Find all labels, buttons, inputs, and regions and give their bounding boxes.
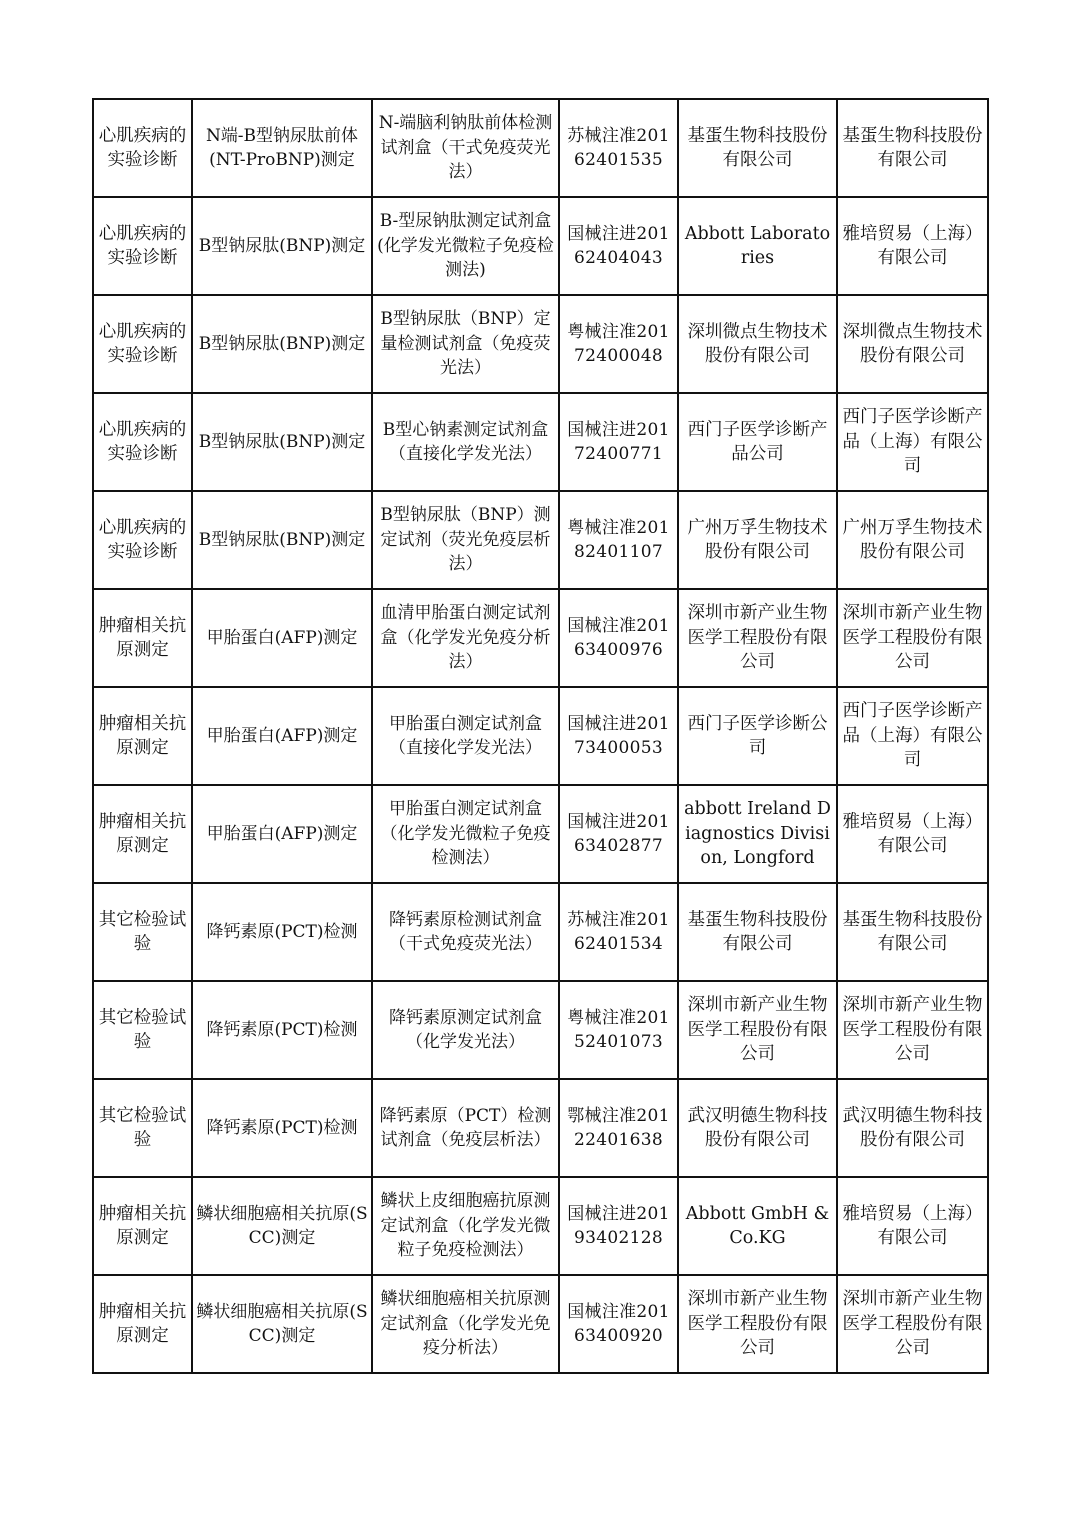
cell-agent: 西门子医学诊断产品（上海）有限公司: [837, 393, 988, 491]
cell-category: 心肌疾病的实验诊断: [93, 197, 192, 295]
cell-agent: 雅培贸易（上海）有限公司: [837, 197, 988, 295]
cell-agent: 广州万孚生物技术股份有限公司: [837, 491, 988, 589]
table-row: [93, 785, 988, 883]
cell-test-item: B型钠尿肽(BNP)测定: [192, 197, 372, 295]
cell-test-item: 甲胎蛋白(AFP)测定: [192, 589, 372, 687]
cell-manufacturer: 西门子医学诊断产品公司: [678, 393, 837, 491]
cell-registration-number: 国械注进20163402877: [559, 785, 678, 883]
cell-test-item: 降钙素原(PCT)检测: [192, 981, 372, 1079]
cell-test-item: 鳞状细胞癌相关抗原(SCC)测定: [192, 1177, 372, 1275]
cell-manufacturer: Abbott Laboratories: [678, 197, 837, 295]
table-row: [93, 589, 988, 687]
cell-category: 心肌疾病的实验诊断: [93, 491, 192, 589]
cell-product-name: 甲胎蛋白测定试剂盒（化学发光微粒子免疫检测法）: [372, 785, 559, 883]
cell-agent: 武汉明德生物科技股份有限公司: [837, 1079, 988, 1177]
table-row: [93, 1177, 988, 1275]
cell-registration-number: 国械注进20173400053: [559, 687, 678, 785]
cell-product-name: B型钠尿肽（BNP）测定试剂（荧光免疫层析法）: [372, 491, 559, 589]
cell-product-name: 鳞状上皮细胞癌抗原测定试剂盒（化学发光微粒子免疫检测法）: [372, 1177, 559, 1275]
cell-product-name: 甲胎蛋白测定试剂盒（直接化学发光法）: [372, 687, 559, 785]
cell-agent: 基蛋生物科技股份有限公司: [837, 99, 988, 197]
cell-agent: 雅培贸易（上海）有限公司: [837, 1177, 988, 1275]
cell-registration-number: 国械注准20163400920: [559, 1275, 678, 1373]
table-row: [93, 491, 988, 589]
cell-agent: 深圳微点生物技术股份有限公司: [837, 295, 988, 393]
cell-registration-number: 国械注进20162404043: [559, 197, 678, 295]
cell-agent: 西门子医学诊断产品（上海）有限公司: [837, 687, 988, 785]
cell-manufacturer: 深圳市新产业生物医学工程股份有限公司: [678, 981, 837, 1079]
table-row: [93, 1079, 988, 1177]
cell-agent: 雅培贸易（上海）有限公司: [837, 785, 988, 883]
cell-category: 肿瘤相关抗原测定: [93, 1275, 192, 1373]
cell-test-item: 降钙素原(PCT)检测: [192, 1079, 372, 1177]
table-row: [93, 1275, 988, 1373]
table-row: [93, 883, 988, 981]
cell-manufacturer: 深圳市新产业生物医学工程股份有限公司: [678, 1275, 837, 1373]
cell-product-name: B-型尿钠肽测定试剂盒(化学发光微粒子免疫检测法): [372, 197, 559, 295]
cell-registration-number: 粤械注准20152401073: [559, 981, 678, 1079]
cell-category: 心肌疾病的实验诊断: [93, 393, 192, 491]
cell-agent: 基蛋生物科技股份有限公司: [837, 883, 988, 981]
cell-product-name: B型心钠素测定试剂盒（直接化学发光法）: [372, 393, 559, 491]
cell-test-item: 鳞状细胞癌相关抗原(SCC)测定: [192, 1275, 372, 1373]
cell-category: 肿瘤相关抗原测定: [93, 1177, 192, 1275]
cell-manufacturer: 西门子医学诊断公司: [678, 687, 837, 785]
cell-manufacturer: 深圳市新产业生物医学工程股份有限公司: [678, 589, 837, 687]
cell-category: 心肌疾病的实验诊断: [93, 99, 192, 197]
reagent-registration-table: [92, 98, 989, 1374]
cell-registration-number: 粤械注准20172400048: [559, 295, 678, 393]
cell-product-name: 降钙素原测定试剂盒（化学发光法）: [372, 981, 559, 1079]
cell-manufacturer: 武汉明德生物科技股份有限公司: [678, 1079, 837, 1177]
cell-test-item: 降钙素原(PCT)检测: [192, 883, 372, 981]
cell-product-name: B型钠尿肽（BNP）定量检测试剂盒（免疫荧光法）: [372, 295, 559, 393]
cell-manufacturer: Abbott GmbH & Co.KG: [678, 1177, 837, 1275]
cell-product-name: 降钙素原（PCT）检测试剂盒（免疫层析法）: [372, 1079, 559, 1177]
cell-test-item: B型钠尿肽(BNP)测定: [192, 295, 372, 393]
cell-test-item: B型钠尿肽(BNP)测定: [192, 491, 372, 589]
cell-category: 肿瘤相关抗原测定: [93, 785, 192, 883]
cell-registration-number: 粤械注准20182401107: [559, 491, 678, 589]
cell-product-name: 降钙素原检测试剂盒（干式免疫荧光法）: [372, 883, 559, 981]
cell-product-name: 鳞状细胞癌相关抗原测定试剂盒（化学发光免疫分析法）: [372, 1275, 559, 1373]
table-row: [93, 687, 988, 785]
cell-product-name: 血清甲胎蛋白测定试剂盒（化学发光免疫分析法）: [372, 589, 559, 687]
cell-manufacturer: 深圳微点生物技术股份有限公司: [678, 295, 837, 393]
cell-registration-number: 国械注进20172400771: [559, 393, 678, 491]
cell-test-item: B型钠尿肽(BNP)测定: [192, 393, 372, 491]
cell-registration-number: 鄂械注准20122401638: [559, 1079, 678, 1177]
cell-registration-number: 苏械注准20162401534: [559, 883, 678, 981]
cell-category: 心肌疾病的实验诊断: [93, 295, 192, 393]
cell-agent: 深圳市新产业生物医学工程股份有限公司: [837, 981, 988, 1079]
table-row: [93, 99, 988, 197]
cell-test-item: 甲胎蛋白(AFP)测定: [192, 785, 372, 883]
cell-agent: 深圳市新产业生物医学工程股份有限公司: [837, 589, 988, 687]
table-row: [93, 393, 988, 491]
cell-category: 其它检验试验: [93, 883, 192, 981]
cell-manufacturer: 广州万孚生物技术股份有限公司: [678, 491, 837, 589]
cell-agent: 深圳市新产业生物医学工程股份有限公司: [837, 1275, 988, 1373]
cell-category: 其它检验试验: [93, 1079, 192, 1177]
table-row: [93, 197, 988, 295]
table-row: [93, 295, 988, 393]
cell-registration-number: 国械注进20193402128: [559, 1177, 678, 1275]
cell-registration-number: 国械注准20163400976: [559, 589, 678, 687]
cell-test-item: N端-B型钠尿肽前体(NT-ProBNP)测定: [192, 99, 372, 197]
table-body: [93, 99, 988, 1373]
cell-product-name: N-端脑利钠肽前体检测试剂盒（干式免疫荧光法）: [372, 99, 559, 197]
cell-category: 肿瘤相关抗原测定: [93, 589, 192, 687]
cell-manufacturer: abbott Ireland Diagnostics Division, Longford: [678, 785, 837, 883]
cell-test-item: 甲胎蛋白(AFP)测定: [192, 687, 372, 785]
cell-registration-number: 苏械注准20162401535: [559, 99, 678, 197]
table-row: [93, 981, 988, 1079]
cell-manufacturer: 基蛋生物科技股份有限公司: [678, 99, 837, 197]
cell-category: 其它检验试验: [93, 981, 192, 1079]
cell-manufacturer: 基蛋生物科技股份有限公司: [678, 883, 837, 981]
cell-category: 肿瘤相关抗原测定: [93, 687, 192, 785]
